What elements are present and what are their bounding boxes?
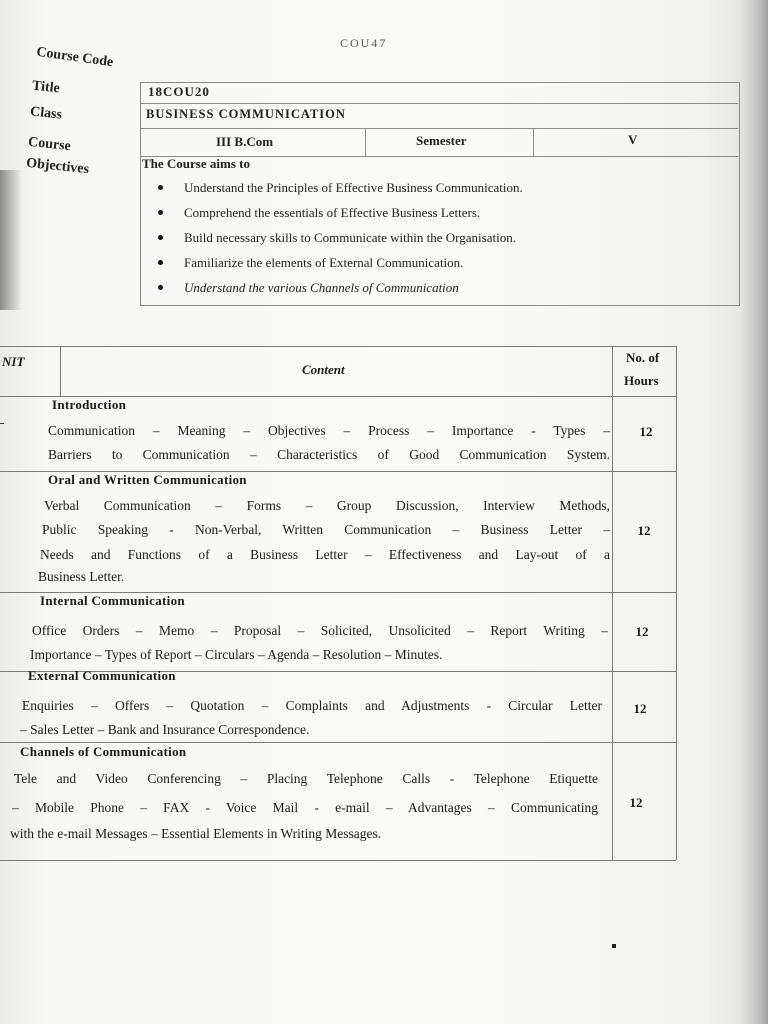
- unit-hours: 12: [635, 624, 649, 639]
- bullet-icon: [158, 285, 163, 290]
- unit-content-line: Tele and Video Conferencing – Placing Telephone Calls - Telephone Etiquette: [14, 771, 598, 786]
- unit-content-line: Verbal Communication – Forms – Group Discussion, Interview Methods,: [44, 498, 610, 513]
- course-code-value: 18COU20: [148, 84, 210, 99]
- table-border-top: [0, 346, 676, 347]
- unit-content-line: – Sales Letter – Bank and Insurance Correspondence.: [20, 722, 310, 737]
- page-edge-shadow: [740, 0, 768, 1024]
- unit-content-line: – Mobile Phone – FAX - Voice Mail - e-mail – Advantages – Communicating: [12, 800, 598, 815]
- meta-divider: [140, 128, 738, 129]
- unit-title: Oral and Written Communication: [48, 472, 247, 487]
- unit-hours: 12: [629, 795, 643, 810]
- unit-hours: 12: [633, 701, 647, 716]
- unit-title: Internal Communication: [40, 593, 185, 608]
- unit-content-line: Needs and Functions of a Business Letter – Effectiveness and Lay-out of a: [40, 547, 610, 562]
- binding-shadow: [0, 170, 22, 310]
- table-border-bottom: [0, 860, 676, 861]
- code-stamp: COU47: [340, 36, 388, 50]
- unit-content-line: Communication – Meaning – Objectives – Process – Importance - Types –: [48, 423, 610, 438]
- list-item: Understand the various Channels of Communication: [158, 278, 523, 303]
- col-divider: [60, 346, 61, 396]
- row-mark: [0, 423, 4, 424]
- unit-content-line: Office Orders – Memo – Proposal – Solicited, Unsolicited – Report Writing –: [32, 623, 608, 638]
- objectives-list: [158, 178, 523, 303]
- meta-divider: [533, 128, 534, 156]
- semester-value: V: [628, 132, 638, 147]
- class-label: Class: [29, 104, 63, 123]
- unit-hours: 12: [639, 424, 653, 439]
- list-item: Understand the Principles of Effective Business Communication.: [158, 178, 523, 203]
- objectives-label: Objectives: [25, 155, 90, 178]
- bullet-icon: [158, 185, 163, 190]
- unit-title: External Communication: [28, 668, 176, 683]
- column-header-hours: No. of: [626, 350, 660, 365]
- row-divider: [0, 742, 676, 743]
- list-item: Comprehend the essentials of Effective Business Letters.: [158, 203, 523, 228]
- unit-title: Introduction: [52, 397, 127, 412]
- bullet-icon: [158, 235, 163, 240]
- list-item: Familiarize the elements of External Communication.: [158, 253, 523, 278]
- unit-content-line: Importance – Types of Report – Circulars – Agenda – Resolution – Minutes.: [30, 647, 443, 662]
- unit-content-line: Public Speaking - Non-Verbal, Written Communication – Business Letter –: [42, 522, 610, 537]
- column-header-unit: NIT: [2, 354, 25, 369]
- column-header-hours: Hours: [624, 373, 659, 388]
- objectives-label-course: Course: [27, 134, 72, 155]
- bullet-icon: [158, 210, 163, 215]
- class-value: III B.Com: [216, 134, 274, 149]
- title-label: Title: [31, 78, 61, 97]
- unit-content-line: with the e-mail Messages – Essential Elements in Writing Messages.: [10, 826, 382, 841]
- scan-speck: [612, 944, 616, 948]
- unit-content-line: Barriers to Communication – Characteristics of Good Communication System.: [48, 447, 610, 462]
- unit-content-line: Business Letter.: [38, 569, 125, 584]
- column-header-content: Content: [302, 362, 345, 377]
- unit-content-line: Enquiries – Offers – Quotation – Complaints and Adjustments - Circular Letter: [22, 698, 602, 713]
- list-item: Build necessary skills to Communicate within the Organisation.: [158, 228, 523, 253]
- unit-hours: 12: [637, 523, 651, 538]
- unit-title: Channels of Communication: [20, 744, 187, 759]
- objectives-intro: The Course aims to: [142, 156, 250, 171]
- semester-label: Semester: [416, 133, 467, 148]
- course-code-label: Course Code: [35, 44, 115, 71]
- meta-divider: [140, 103, 738, 104]
- course-title-value: BUSINESS COMMUNICATION: [146, 107, 346, 121]
- meta-divider: [365, 128, 366, 156]
- bullet-icon: [158, 260, 163, 265]
